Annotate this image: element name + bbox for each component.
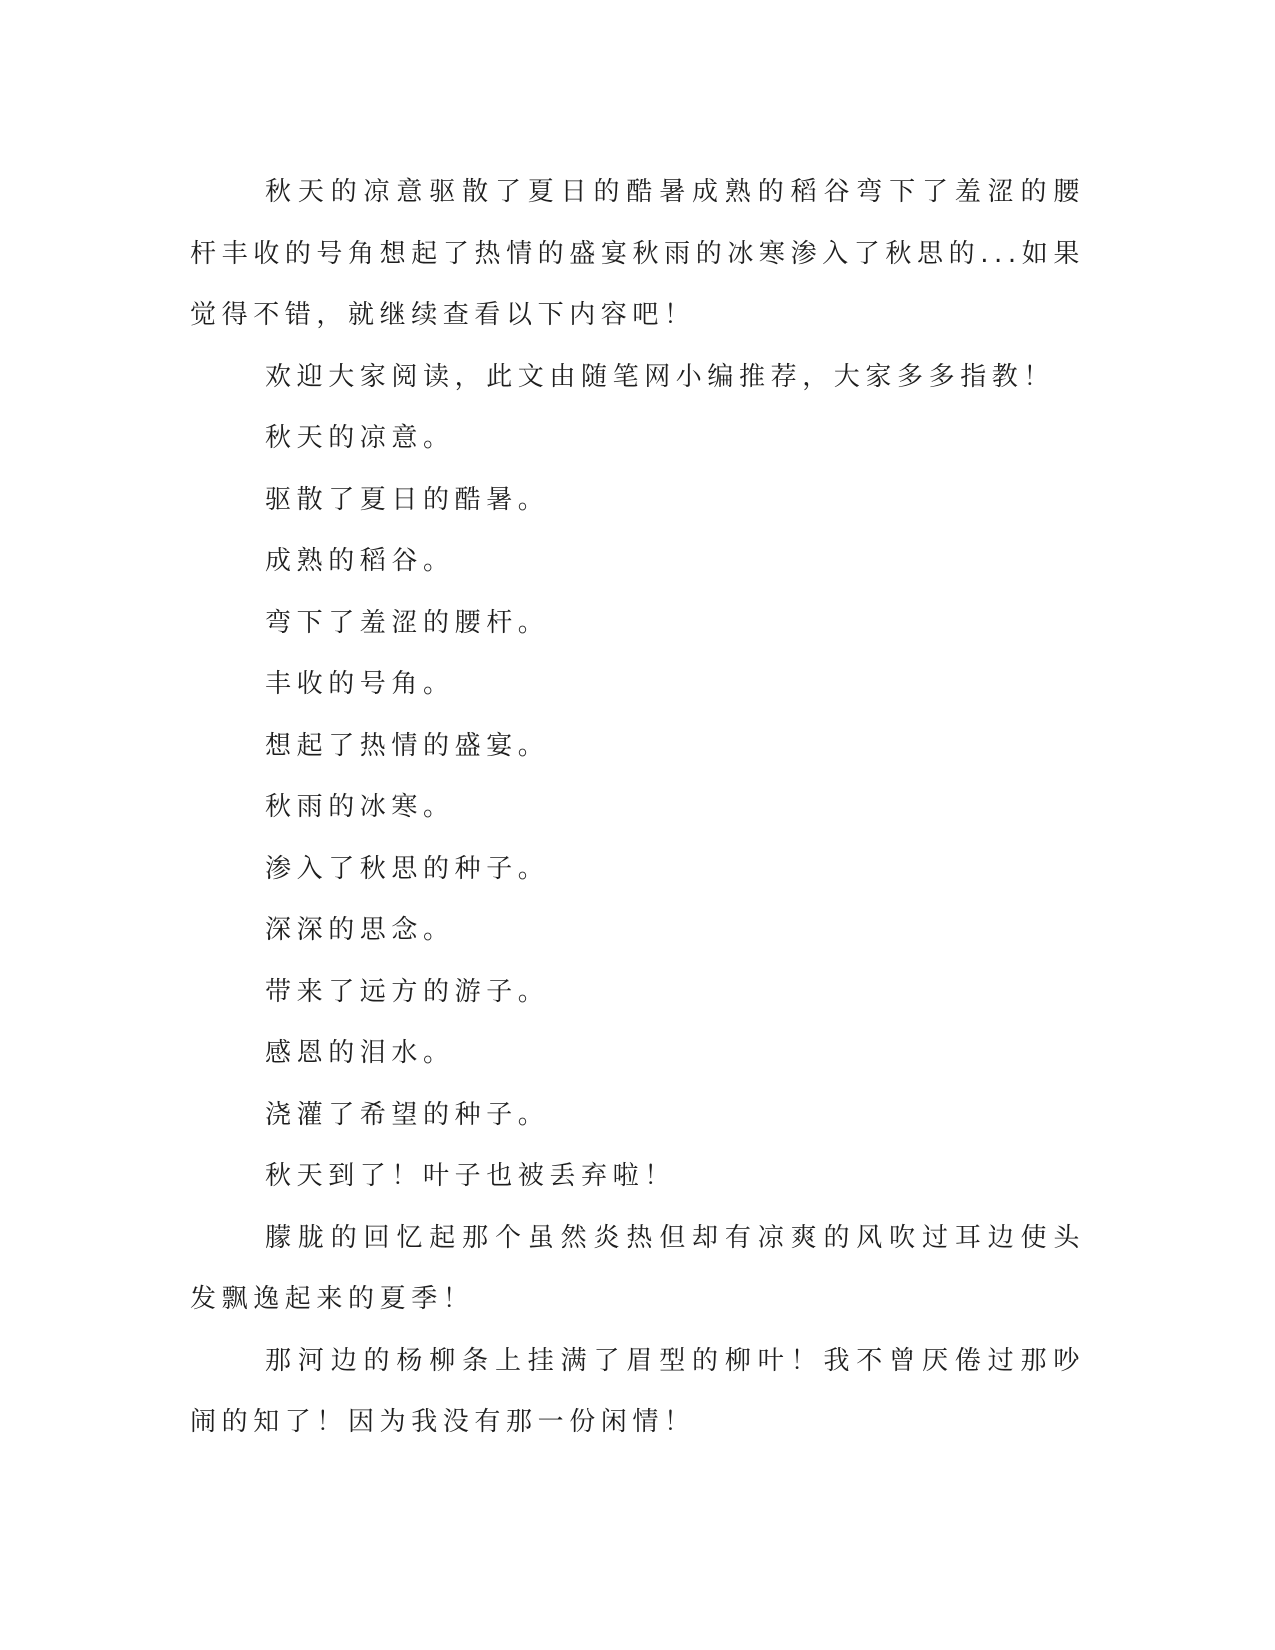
paragraph-line: 浇灌了希望的种子。 — [265, 1099, 550, 1130]
paragraph-willows: 那河边的杨柳条上挂满了眉型的柳叶！我不曾厌倦过那吵闹的知了！因为我没有那一份闲情！ — [190, 1345, 1085, 1437]
paragraph-intro: 秋天的凉意驱散了夏日的酷暑成熟的稻谷弯下了羞涩的腰杆丰收的号角想起了热情的盛宴秋雨的冰寒渗入了秋思的...如果觉得不错，就继续查看以下内容吧！ — [190, 177, 1085, 330]
paragraph-line: 深深的思念。 — [265, 915, 455, 945]
paragraph-line: 弯下了羞涩的腰杆。 — [265, 607, 550, 638]
paragraph-line: 秋雨的冰寒。 — [265, 792, 455, 822]
paragraph-line: 秋天到了！叶子也被丢弃啦！ — [265, 1161, 676, 1191]
paragraph-line: 渗入了秋思的种子。 — [265, 853, 550, 884]
paragraph-line: 带来了远方的游子。 — [265, 976, 550, 1007]
paragraph-line: 想起了热情的盛宴。 — [265, 730, 550, 761]
paragraph-memory: 朦胧的回忆起那个虽然炎热但却有凉爽的风吹过耳边使头发飘逸起来的夏季！ — [190, 1222, 1085, 1314]
paragraph-line: 秋天的凉意。 — [265, 423, 455, 453]
paragraph-welcome: 欢迎大家阅读，此文由随笔网小编推荐，大家多多指教！ — [265, 361, 1056, 392]
paragraph-line: 丰收的号角。 — [265, 669, 455, 699]
paragraph-line: 感恩的泪水。 — [265, 1038, 455, 1068]
document-body — [190, 162, 1085, 1454]
paragraph-line: 成熟的稻谷。 — [265, 546, 455, 576]
paragraph-line: 驱散了夏日的酷暑。 — [265, 484, 550, 515]
